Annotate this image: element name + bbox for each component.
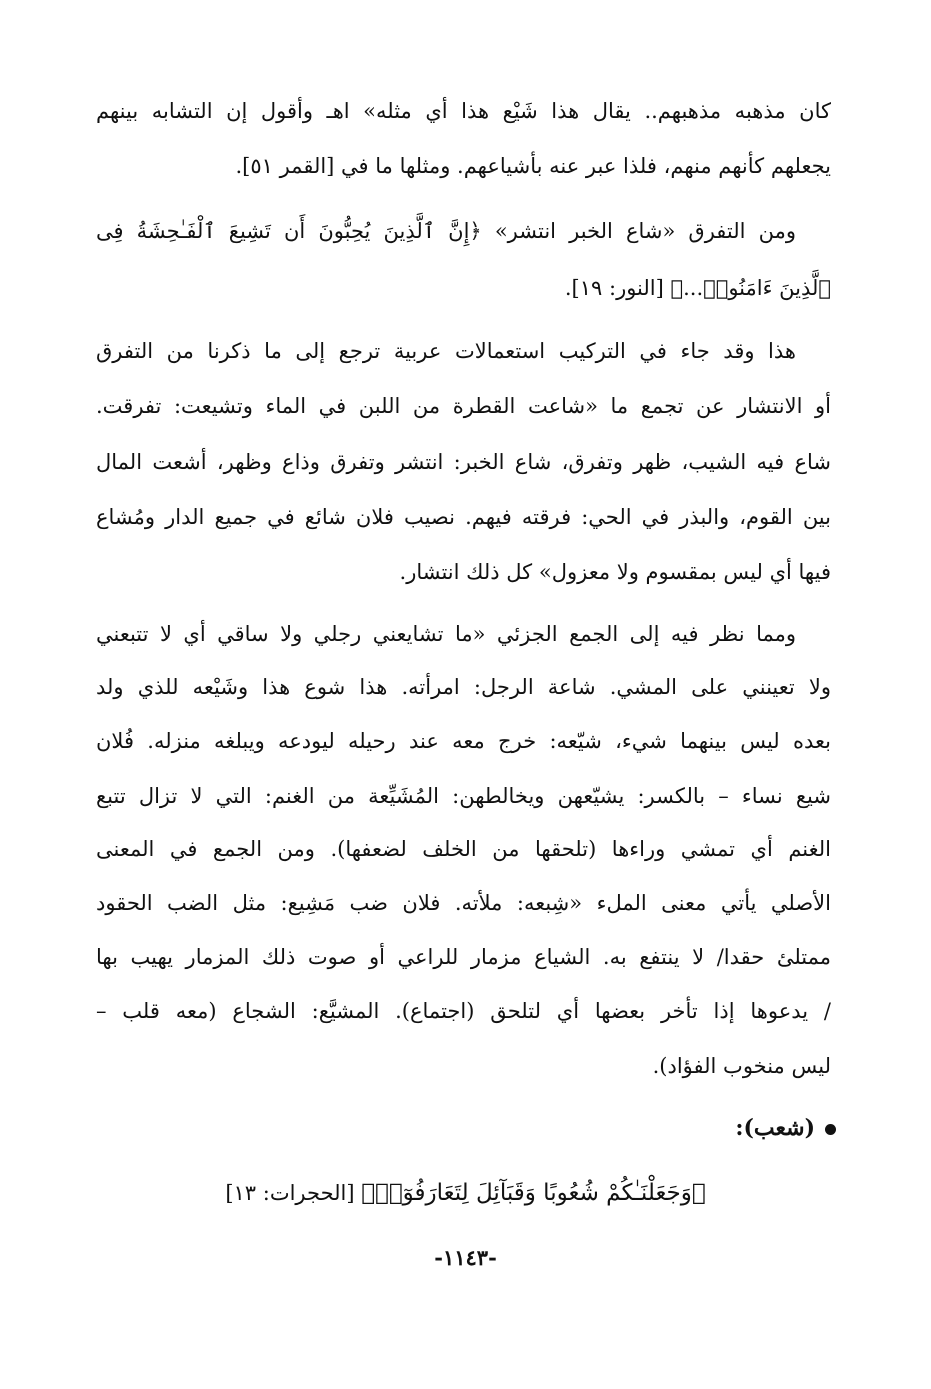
paragraph-line: ولا تعينني على المشي. شاعة الرجل: امرأته. هذا شوع هذا وشَيْعه للذي ولد [96,675,831,699]
paragraph-line: الأصلي يأتي معنى الملء «شِبعه: ملأته. فلان ضب مَشِيع: مثل الضب الحقود [96,891,831,915]
paragraph-line: فيها أي ليس بمقسوم ولا معزول» كل ذلك انتشار. [399,560,831,584]
paragraph-line: يجعلهم كأنهم منهم، فلذا عبر عنه بأشياعهم. ومثلها ما في [القمر ٥١]. [235,154,831,178]
paragraph-line: شاع فيه الشيب، ظهر وتفرق، شاع الخبر: انتشر وتفرق وذاع وظهر، أشعت المال [96,450,831,474]
page-number: -١١٤٣- [434,1245,497,1270]
paragraph-line: ومما نظر فيه إلى الجمع الجزئي «ما تشايعني رجلي ولا ساقي أي لا تتبعني [96,622,796,646]
paragraph-line: الغنم أي تمشي وراءها (تلحقها من الخلف لضعفها). ومن الجمع في المعنى [96,837,831,861]
paragraph-line: هذا وقد جاء في التركيب استعمالات عربية ترجع إلى ما ذكرنا من التفرق [96,339,796,363]
paragraph-line: ممتلئ حقدا/ لا ينتفع به. الشياع مزمار للراعي أو صوت ذلك المزمار يهيب بها [96,945,831,969]
quran-verse-line [0,1165,931,1221]
paragraph-line: أو الانتشار عن تجمع ما «شاعت القطرة من اللبن في الماء وتشيعت: تفرقت. [96,394,831,418]
paragraph-line: / يدعوها إذا تأخر بعضها أي لتلحق (اجتماع). المشيَّع: الشجاع (معه قلب – [96,999,831,1023]
paragraph-line: ليس منخوب الفؤاد). [652,1054,831,1078]
section-heading [735,1102,836,1154]
paragraph-line: بين القوم، والبذر في الحي: فرقته فيهم. نصيب فلان شائع في جميع الدار ومُشاع [96,505,831,529]
paragraph-line: بعده ليس بينهما شيء، شيّعه: خرج معه عند رحيله ليودعه ويبلغه منزله. فُلان [96,729,831,753]
quran-reference: [الحجرات: ١٣] [225,1181,355,1205]
paragraph-line: ومن التفرق «شاع الخبر انتشر» ﴿إِنَّ ٱلَّذِينَ يُحِبُّونَ أَن تَشِيعَ ٱلْفَـٰحِشَةُ فِى [96,219,796,243]
bullet-icon [825,1124,836,1135]
paragraph-line: كان مذهبه مذهبهم.. يقال هذا شَيْع هذا أي مثله» اهـ وأقول إن التشابه بينهم [96,99,831,123]
quran-verse-text: ﴿وَجَعَلْنَـٰكُمْ شُعُوبًا وَقَبَآئِلَ لِتَعَارَفُوٓا۟﴾ [361,1180,706,1206]
paragraph-line: شيع نساء – بالكسر: يشيّعهن ويخالطهن: المُشَيِّعة من الغنم: التي لا تزال تتبع [96,784,831,808]
section-heading-text: (شعب): [735,1115,815,1141]
paragraph-line: ٱلَّذِينَ ءَامَنُوا۟...﴾ [النور: ١٩]. [564,276,831,300]
